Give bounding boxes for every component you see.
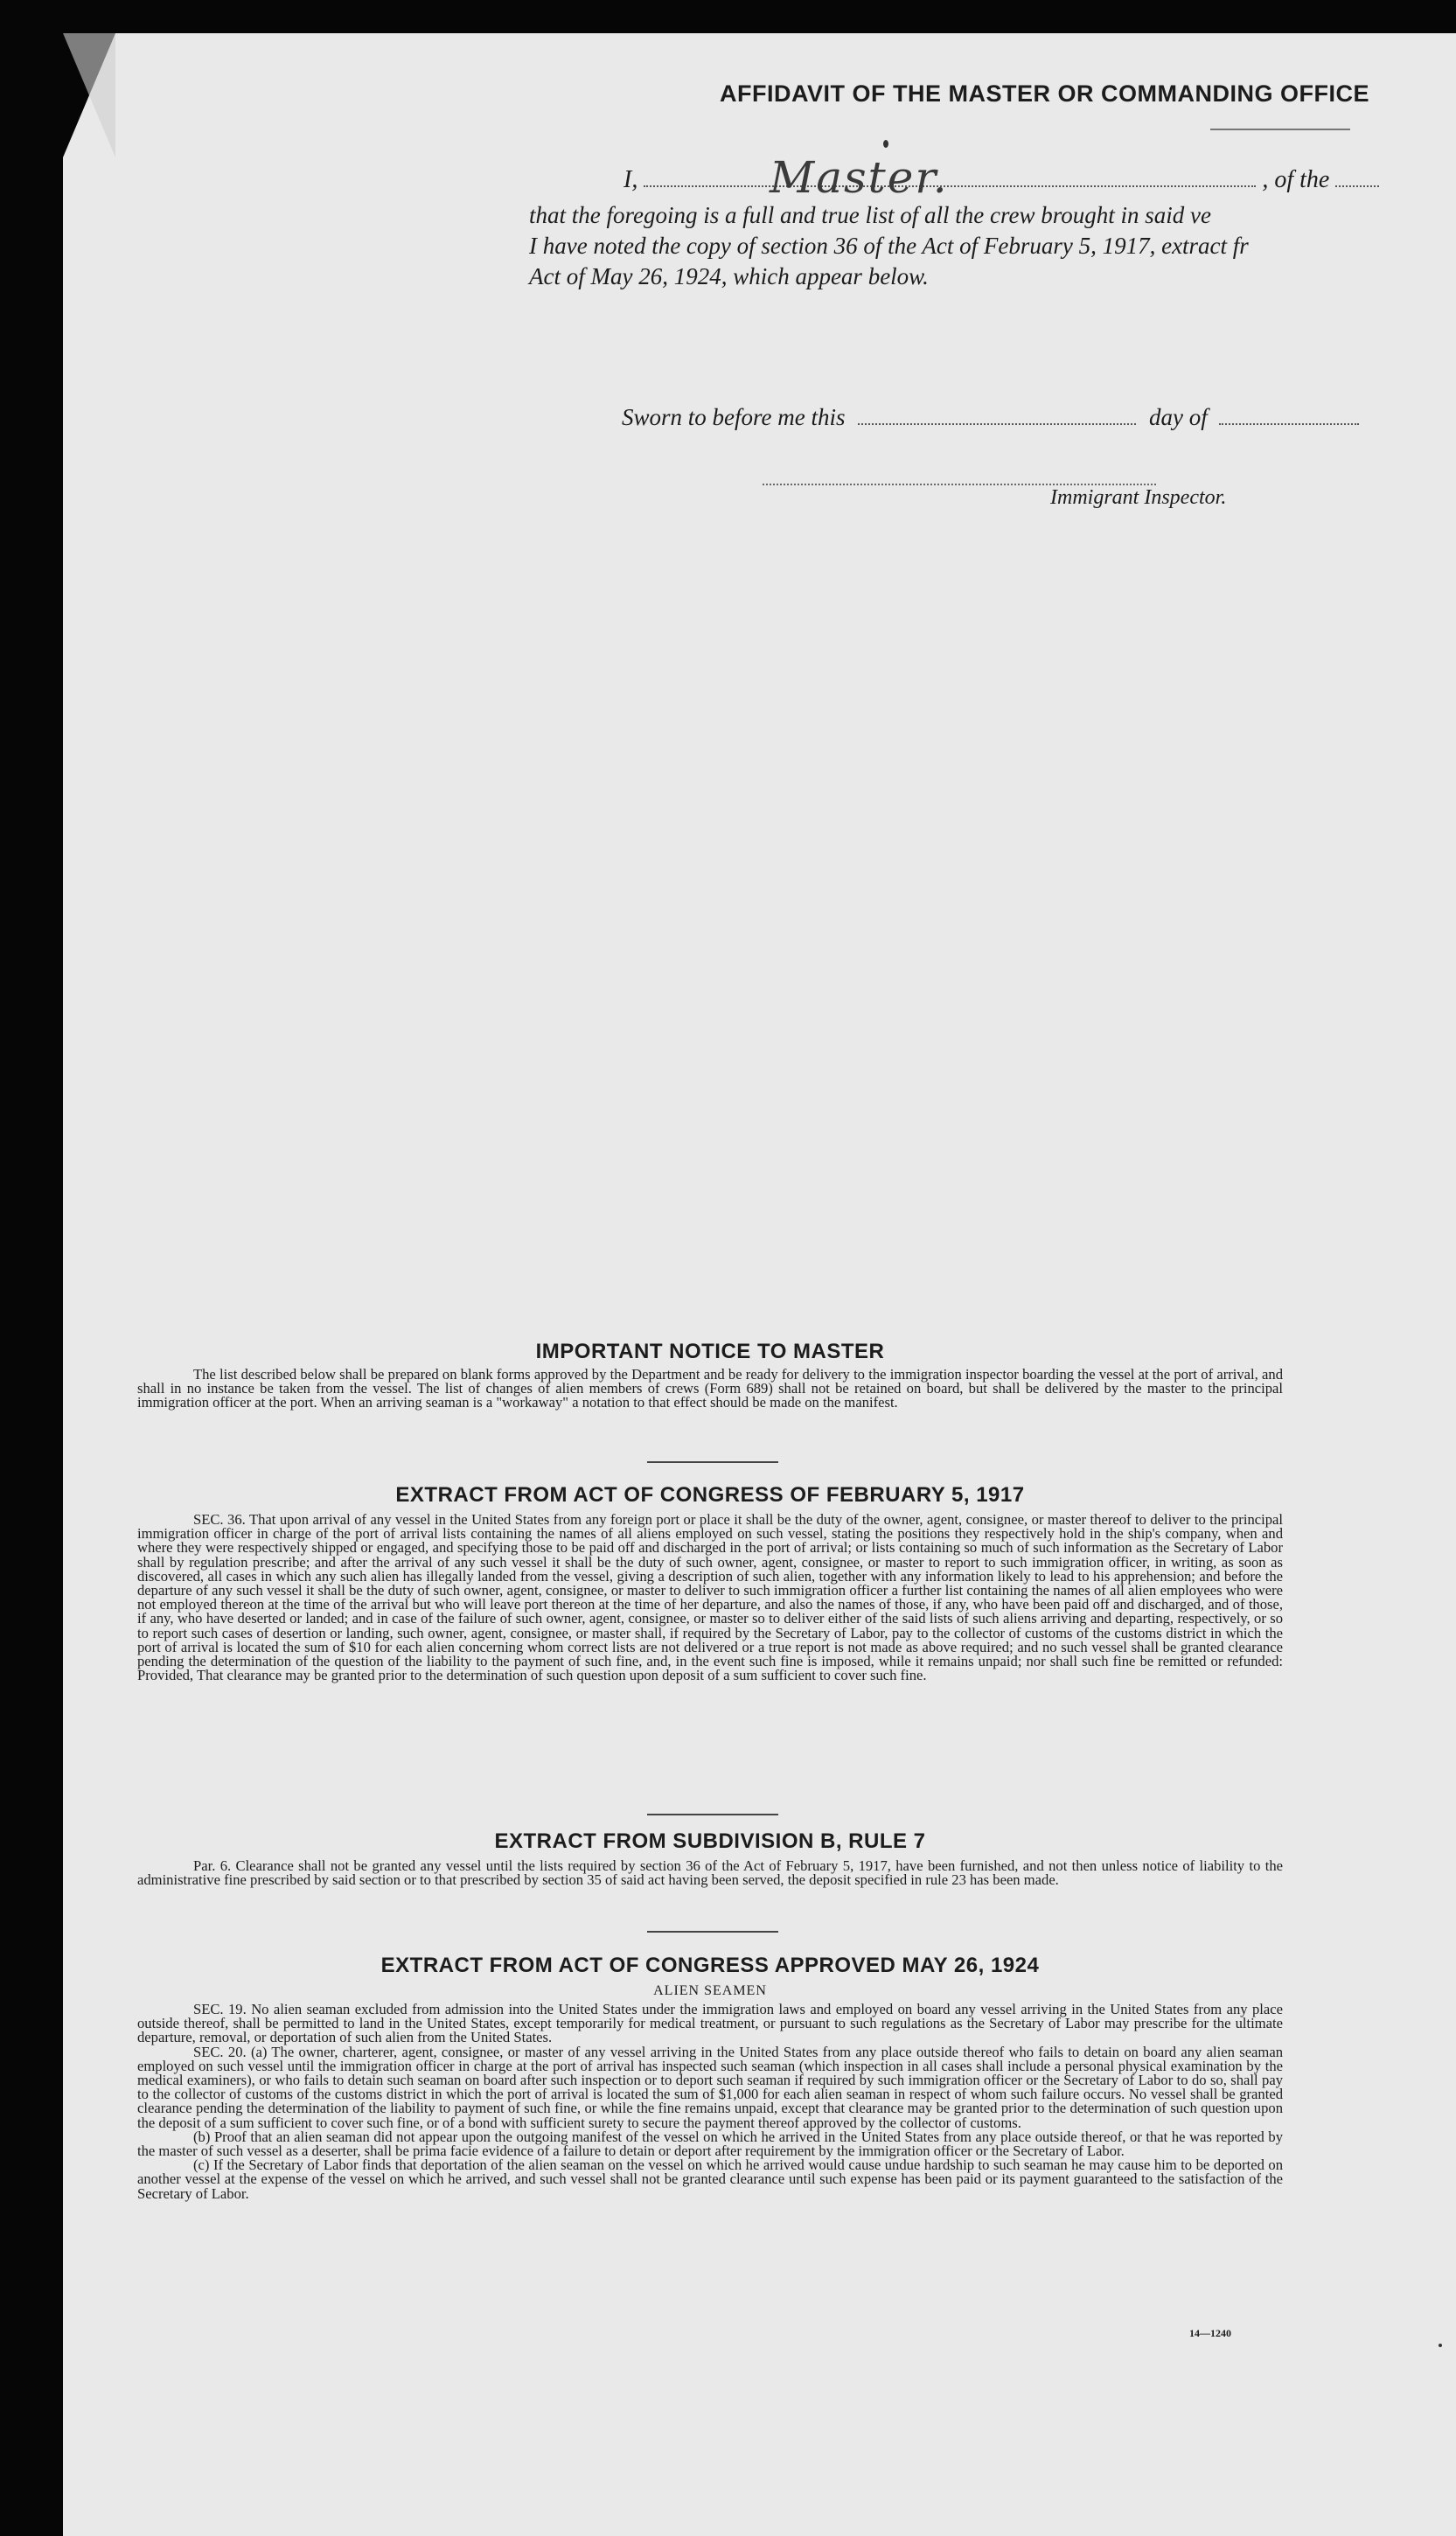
sec-19-text: SEC. 19. No alien seaman excluded from admission into the United States under the immigration laws and employed on board any vessel arriving in the United States from any place outside thereof, shall be permitted to land in the United States, except temporarily for medical treatment, or pursuant to such regulations as the Secretary of Labor may prescribe for the ultimate departure, removal, or deportation of such alien from the United States. bbox=[137, 2001, 1283, 2046]
rule7-text: Par. 6. Clearance shall not be granted any vessel until the lists required by section 36 of the Act of February 5, 1917, have been furnished, and not then unless notice of liability to the administrative fine prescribed by said section or to that prescribed by section 35 of said act having been served, the deposit specified in rule 23 has been made. bbox=[137, 1857, 1283, 1889]
affidavit-line-3: I have noted the copy of section 36 of the Act of February 5, 1917, extract fr bbox=[529, 233, 1249, 259]
affiant-line bbox=[624, 166, 1379, 194]
affidavit-title: AFFIDAVIT OF THE MASTER OR COMMANDING OFFICE bbox=[720, 80, 1369, 107]
sworn-date-field[interactable] bbox=[858, 423, 1136, 425]
handwritten-master: Master. bbox=[770, 152, 949, 203]
extract-1924-section bbox=[137, 1954, 1283, 2201]
master-name-field[interactable] bbox=[644, 185, 1256, 187]
notice-text: The list described below shall be prepared on blank forms approved by the Department and be ready for delivery to the immigration inspector boarding the vessel at the port of arrival, and shall in no instance be taken from the vessel. The list of changes of alien members of crews (Form 689) shall not be retained on board, but shall be delivered by the master to the principal immigration officer at the port. When an arriving seaman is a "workaway" a notation to that effect should be made on the manifest. bbox=[137, 1366, 1283, 1411]
extract-1924-heading: EXTRACT FROM ACT OF CONGRESS APPROVED MAY 26, 1924 bbox=[380, 1954, 1040, 1977]
divider-2 bbox=[647, 1814, 778, 1815]
rule7-section bbox=[137, 1829, 1283, 1887]
extract-1917-section bbox=[137, 1483, 1283, 1683]
month-field[interactable] bbox=[1219, 423, 1359, 425]
sec-20a-text: SEC. 20. (a) The owner, charterer, agent, consignee, or master of any vessel arriving in the United States from any place outside thereof who fails to detain on board any alien seaman employed on such vessel until the immigration officer in charge at the port of arrival has inspected such seaman (which inspection in all cases shall include a personal physical examination by the medical examiners), or who fails to detain such seaman on board after such inspection or to deport such seaman if required by such immigration officer or the Secretary of Labor to do so, shall pay to the collector of customs of the customs district in which the port of arrival is located the sum of $1,000 for each alien seaman in respect of whom such failure occurs. No vessel shall be granted clearance pending the determination of the liability to payment of such fine, or while the fine remains unpaid, except that clearance may be granted prior to the determination of such question upon the deposit of a sum sufficient to cover such fine, or of a bond with sufficient surety to secure the payment thereof approved by the collector of customs. bbox=[137, 2043, 1283, 2131]
of-the-label: , of the bbox=[1262, 166, 1330, 193]
notice-section bbox=[137, 1340, 1283, 1411]
i-label: I, bbox=[624, 166, 638, 193]
inspector-signature-line[interactable] bbox=[763, 484, 1156, 485]
title-underline bbox=[1210, 129, 1350, 130]
sworn-line bbox=[622, 404, 1359, 431]
ink-mark bbox=[883, 140, 888, 148]
divider-3 bbox=[647, 1931, 778, 1933]
inspector-label: Immigrant Inspector. bbox=[1050, 486, 1227, 509]
extract-1917-text: SEC. 36. That upon arrival of any vessel in the United States from any foreign port or place it shall be the duty of the owner, agent, consignee, or master thereof to deliver to the principal immigration officer in charge of the port of arrival lists containing the names of all aliens employed on such vessel, stating the positions they respectively hold in the ship's company, when and where they were respectively shipped or engaged, and specifying those to be paid off and discharged in the port of arrival; or lists containing so much of such information as the Secretary of Labor shall by regulation prescribe; and after the arrival of any such vessel it shall be the duty of such owner, agent, consignee, or master to report to such immigration officer, in writing, as soon as discovered, all cases in which any such alien has illegally landed from the vessel, giving a description of such alien, together with any information likely to lead to his apprehension; and before the departure of any such vessel it shall be the duty of such owner, agent, consignee, or master to deliver to such immigration officer a further list containing the names of all alien employees who were not employed thereon at the time of the arrival but who will leave port thereon at the time of her departure, and also the names of those, if any, who have been paid off and discharged, and of those, if any, who have deserted or landed; and in case of the failure of such owner, agent, consignee, or master so to deliver either of the said lists of such aliens arriving and departing, respectively, or so to report such cases of desertion or landing, such owner, agent, consignee, or master shall, if required by the Secretary of Labor, pay to the collector of customs of the customs district in which the port of arrival is located the sum of $10 for each alien concerning whom correct lists are not delivered or a true report is not made as above required; and no such vessel shall be granted clearance pending the determination of the question of the liability to the payment of such fine, and, in the event such fine is imposed, while it remains unpaid; nor shall such fine be remitted or refunded: Provided, That clearance may be granted prior to the determination of such question upon deposit of a sum sufficient to cover such fine. bbox=[137, 1511, 1283, 1684]
rule7-heading: EXTRACT FROM SUBDIVISION B, RULE 7 bbox=[494, 1829, 926, 1853]
day-of-label: day of bbox=[1149, 404, 1208, 430]
folded-corner bbox=[63, 33, 115, 157]
notice-heading: IMPORTANT NOTICE TO MASTER bbox=[535, 1340, 885, 1363]
sworn-label: Sworn to before me this bbox=[622, 404, 846, 430]
affidavit-line-4: Act of May 26, 1924, which appear below. bbox=[529, 263, 929, 289]
sec-20c-text: (c) If the Secretary of Labor finds that deportation of the alien seaman on the vessel on which he arrived would cause undue hardship to such seaman he may cause him to be deported on another vessel at the expense of the vessel on which he arrived, and such vessel shall not be granted clearance until such expense has been paid or its payment guaranteed to the satisfaction of the Secretary of Labor. bbox=[137, 2156, 1283, 2202]
divider-1 bbox=[647, 1461, 778, 1463]
form-number: 14—1240 bbox=[1189, 2327, 1231, 2339]
vessel-field[interactable] bbox=[1335, 185, 1379, 187]
scan-speck bbox=[1439, 2344, 1442, 2347]
extract-1917-heading: EXTRACT FROM ACT OF CONGRESS OF FEBRUARY 5, 1917 bbox=[395, 1483, 1025, 1507]
affidavit-line-2: that the foregoing is a full and true list of all the crew brought in said ve bbox=[529, 202, 1211, 228]
alien-seamen-subheading: ALIEN SEAMEN bbox=[653, 1983, 767, 1998]
sec-20b-text: (b) Proof that an alien seaman did not appear upon the outgoing manifest of the vessel on which he arrived in the United States from any place outside thereof, or that he was reported by the master of such vessel as a deserter, shall be prima facie evidence of a failure to detain or deport after requirement by the immigration officer or the Secretary of Labor. bbox=[137, 2128, 1283, 2160]
